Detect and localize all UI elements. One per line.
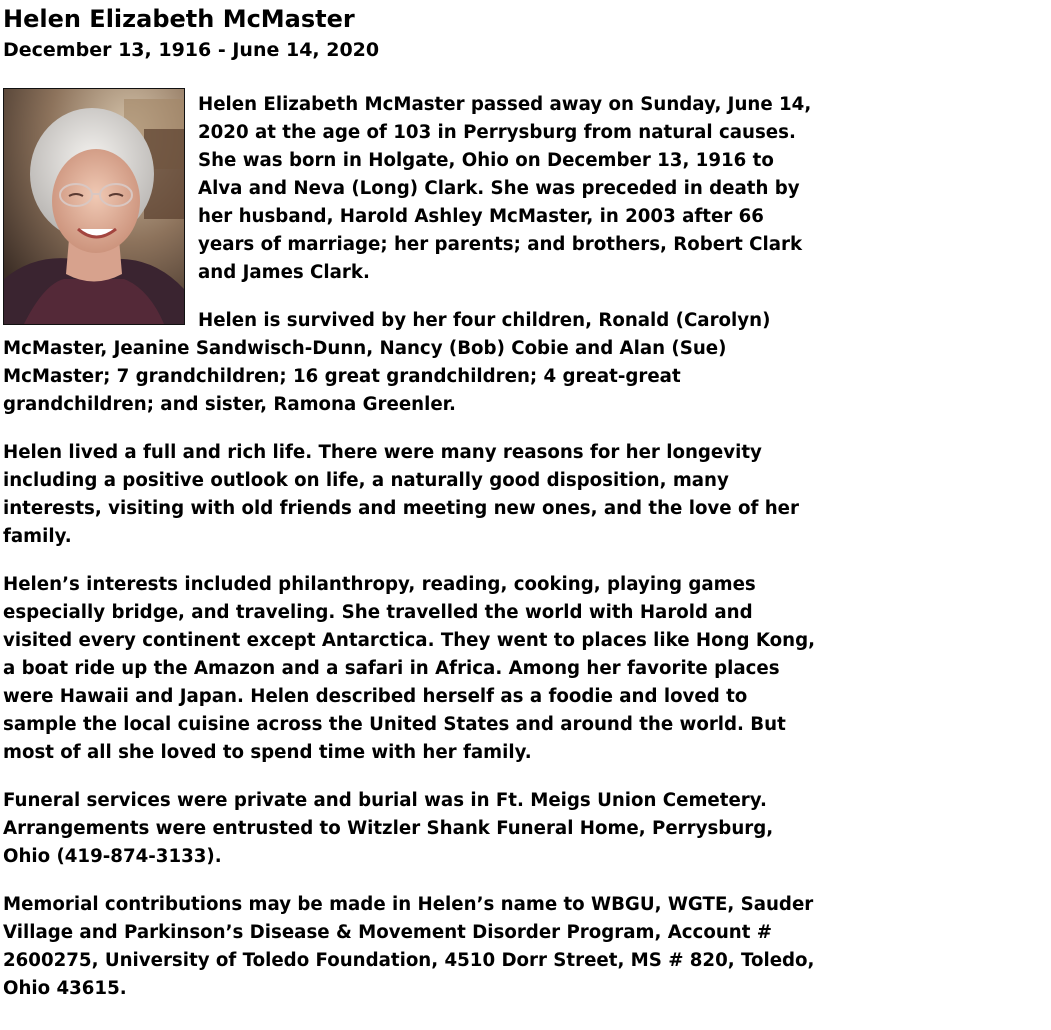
paragraph-interests: Helen’s interests included philanthropy, reading, cooking, playing games especially bridge, and traveling. She travelled the world with Harold and visited every continent except Antarctica. They went to places like Hong Kong, a boat ride up the Amazon and a safari in Africa. Among her favorite places were Hawaii and Japan. Helen described herself as a foodie and loved to sample the local cuisine across the United States and around the world. But most of all she loved to spend time with her family.	[3, 574, 816, 763]
life-dates: December 13, 1916 - June 14, 2020	[3, 39, 380, 61]
obituary-name: Helen Elizabeth McMaster	[3, 5, 355, 33]
obituary-body	[3, 91, 823, 1003]
obituary-page	[3, 4, 823, 1023]
paragraph-memorial: Memorial contributions may be made in Helen’s name to WBGU, WGTE, Sauder Village and Parkinson’s Disease & Movement Disorder Program, Account # 2600275, University of Toledo Foundation, 4510 Dorr Street, MS # 820, Toledo, Ohio 43615.	[3, 894, 815, 999]
portrait-illustration	[4, 89, 184, 324]
paragraph-passing: Helen Elizabeth McMaster passed away on Sunday, June 14, 2020 at the age of 103 in Perrysburg from natural causes. She was born in Holgate, Ohio on December 13, 1916 to Alva and Neva (Long) Clark. She was preceded in death by her husband, Harold Ashley McMaster, in 2003 after 66 years of marriage; her parents; and brothers, Robert Clark and James Clark.	[198, 94, 812, 283]
paragraph-funeral: Funeral services were private and burial was in Ft. Meigs Union Cemetery. Arrangements were entrusted to Witzler Shank Funeral Home, Perrysburg, Ohio (419-874-3133).	[3, 790, 774, 867]
paragraph-survived-by: Helen is survived by her four children, Ronald (Carolyn) McMaster, Jeanine Sandwisch-Dunn, Nancy (Bob) Cobie and Alan (Sue) McMaster; 7 grandchildren; 16 great grandchildren; 4 great-great grandchildren; and sister, Ramona Greenler.	[3, 310, 771, 415]
portrait-photo	[3, 88, 185, 325]
paragraph-life: Helen lived a full and rich life. There were many reasons for her longevity including a positive outlook on life, a naturally good disposition, many interests, visiting with old friends and meeting new ones, and the love of her family.	[3, 442, 799, 547]
